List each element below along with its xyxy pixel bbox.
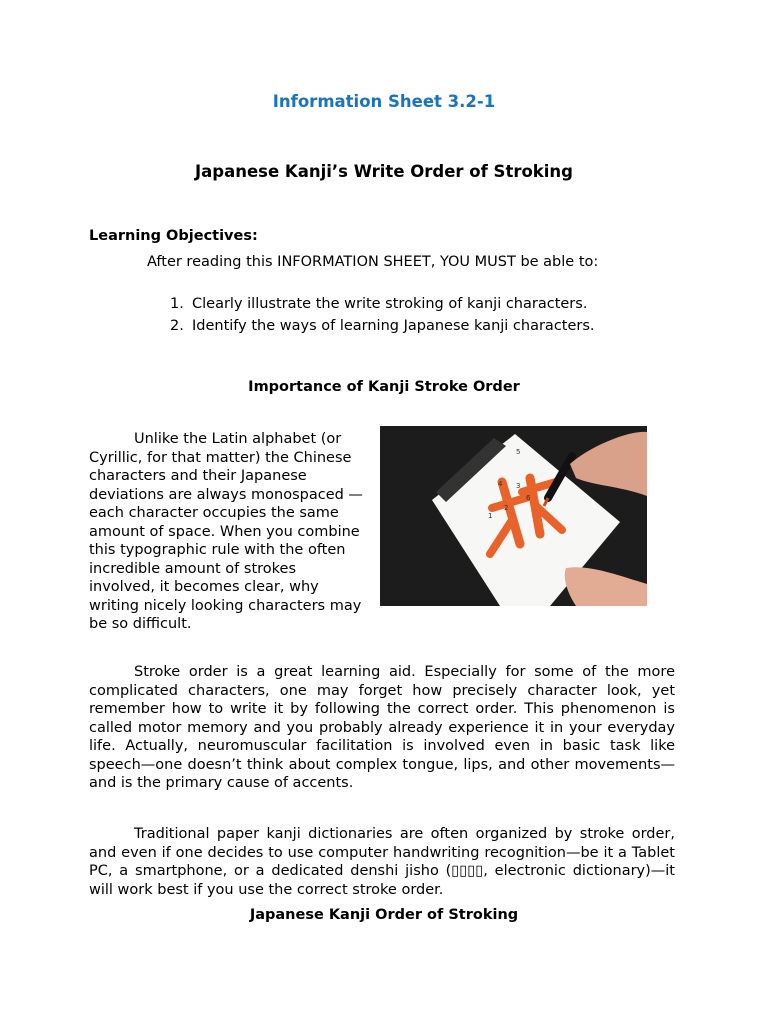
- objectives-list: [170, 293, 595, 337]
- stroke-number: 5: [516, 448, 521, 456]
- calligraphy-photo: [380, 426, 647, 606]
- stroke-number: 4: [498, 480, 503, 488]
- section-heading-importance: Importance of Kanji Stroke Order: [248, 379, 520, 395]
- sheet-title: Information Sheet 3.2-1: [272, 92, 496, 111]
- paragraph-dictionaries-text: Traditional paper kanji dictionaries are often organized by stroke order, and even if one decides to use computer handwriting recognition—be it a Tablet PC, a smartphone, or a dedicated denshi jisho (▯▯▯▯, electronic dictionary)—it will work best if you use the correct stroke order.: [89, 826, 675, 898]
- calligraphy-illustration: [380, 426, 647, 606]
- stroke-number: 1: [488, 512, 493, 520]
- objective-number: 2.: [170, 318, 184, 334]
- objective-item: [170, 315, 595, 337]
- learning-objectives-heading: Learning Objectives:: [89, 228, 258, 244]
- paragraph-stroke-order: [89, 663, 675, 793]
- section-heading-order: Japanese Kanji Order of Stroking: [249, 907, 519, 923]
- stroke-number: 3: [516, 482, 521, 490]
- paragraph-intro-text: Unlike the Latin alphabet (or Cyrillic, for that matter) the Chinese characters and their Japanese deviations are always monospaced — each character occupies the same amount of space. When you combine this typographic rule with the often incredible amount of strokes involved, it becomes clear, why writing nicely looking characters may be so difficult.: [89, 431, 363, 632]
- objective-item: [170, 293, 595, 315]
- stroke-number: 2: [504, 504, 509, 512]
- stroke-number: 6: [526, 494, 531, 502]
- paragraph-intro: [89, 430, 365, 634]
- paragraph-stroke-order-text: Stroke order is a great learning aid. Especially for some of the more complicated characters, one may forget how precisely character look, yet remember how to write it by following the correct order. This phenomenon is called motor memory and you probably already experience it in your everyday life. Actually, neuromuscular facilitation is involved even in basic task like speech—one doesn’t think about complex tongue, lips, and other movements—and is the primary cause of accents.: [89, 664, 675, 791]
- objective-number: 1.: [170, 296, 184, 312]
- paragraph-dictionaries: [89, 825, 675, 899]
- document-title: Japanese Kanji’s Write Order of Stroking: [195, 162, 573, 181]
- learning-objectives-intro: After reading this INFORMATION SHEET, YOU MUST be able to:: [147, 254, 599, 270]
- objective-text: Clearly illustrate the write stroking of kanji characters.: [192, 296, 588, 312]
- objective-text: Identify the ways of learning Japanese kanji characters.: [192, 318, 595, 334]
